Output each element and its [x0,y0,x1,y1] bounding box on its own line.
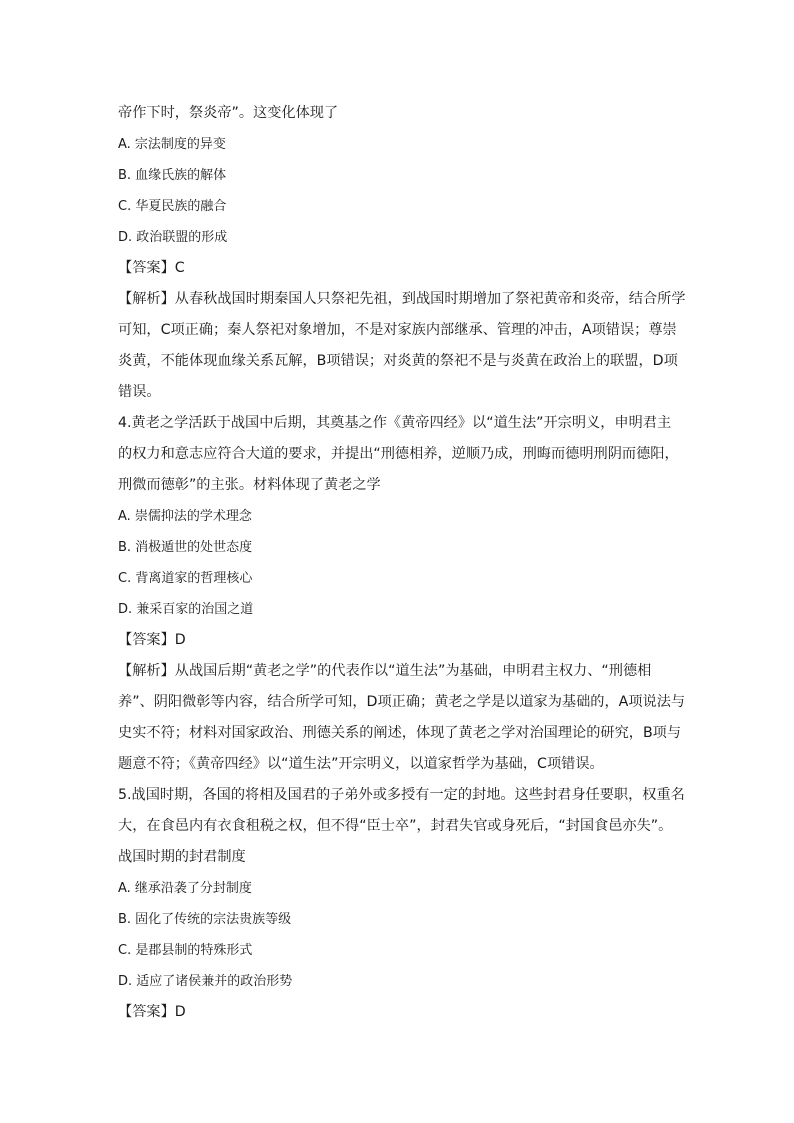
q3-option-d: D. 政治联盟的形成 [118,230,228,245]
q4-analysis-line-4: 题意不符；《黄帝四经》以“道生法”开宗明义，以道家哲学为基础，C项错误。 [118,756,604,772]
q3-answer: 【答案】C [118,260,185,276]
q3-option-a: A. 宗法制度的异变 [118,137,226,152]
q3-option-b: B. 血缘氏族的解体 [118,168,227,183]
q4-option-a: A. 崇儒抑法的学术理念 [118,509,252,524]
q5-stem-line-3: 战国时期的封君制度 [118,849,246,865]
q3-stem-tail: 帝作下时，祭炎帝”。这变化体现了 [118,105,339,121]
q5-option-b: B. 固化了传统的宗法贵族等级 [118,912,292,927]
q3-analysis-line-2: 可知，C项正确；秦人祭祀对象增加，不是对家族内部继承、管理的冲击，A项错误；尊崇 [118,322,677,338]
q5-option-c: C. 是郡县制的特殊形式 [118,943,253,958]
q4-option-d: D. 兼采百家的治国之道 [118,602,254,617]
q5-answer: 【答案】D [118,1004,186,1020]
q5-option-a: A. 继承沿袭了分封制度 [118,881,252,896]
q3-analysis-line-3: 炎黄，不能体现血缘关系瓦解，B项错误；对炎黄的祭祀不是与炎黄在政治上的联盟，D项 [118,353,678,369]
q5-stem-line-1: 5.战国时期，各国的将相及国君的子弟外或多授有一定的封地。这些封君身任要职，权重名 [118,787,685,803]
q4-analysis-line-3: 史实不符；材料对国家政治、刑德关系的阐述，体现了黄老之学对治国理论的研究，B项与 [118,725,682,741]
q3-analysis-line-4: 错误。 [118,384,161,400]
q3-analysis-line-1: 【解析】从春秋战国时期秦国人只祭祀先祖，到战国时期增加了祭祀黄帝和炎帝，结合所学 [118,291,686,307]
q3-option-c: C. 华夏民族的融合 [118,199,227,214]
q4-stem-line-3: 刑微而德彰”的主张。材料体现了黄老之学 [118,477,381,493]
q4-stem-line-2: 的权力和意志应符合大道的要求，并提出“刑德相养，逆顺乃成，刑晦而德明刑阴而德阳， [118,446,679,462]
q4-stem-line-1: 4.黄老之学活跃于战国中后期，其奠基之作《黄帝四经》以“道生法”开宗明义，申明君主 [118,415,672,431]
document-page [118,98,686,1028]
q4-option-c: C. 背离道家的哲理核心 [118,571,253,586]
q4-option-b: B. 消极遁世的处世态度 [118,540,253,555]
q5-stem-line-2: 大，在食邑内有衣食租税之权，但不得“臣士卒”，封君失官或身死后，“封国食邑亦失”。 [118,818,673,834]
q4-analysis-line-1: 【解析】从战国后期“黄老之学”的代表作以“道生法”为基础，申明君主权力、“刑德相 [118,663,652,679]
q5-option-d: D. 适应了诸侯兼并的政治形势 [118,974,293,989]
q4-analysis-line-2: 养”、阴阳微彰等内容，结合所学可知，D项正确；黄老之学是以道家为基础的，A项说法与 [118,694,686,710]
q4-answer: 【答案】D [118,632,186,648]
